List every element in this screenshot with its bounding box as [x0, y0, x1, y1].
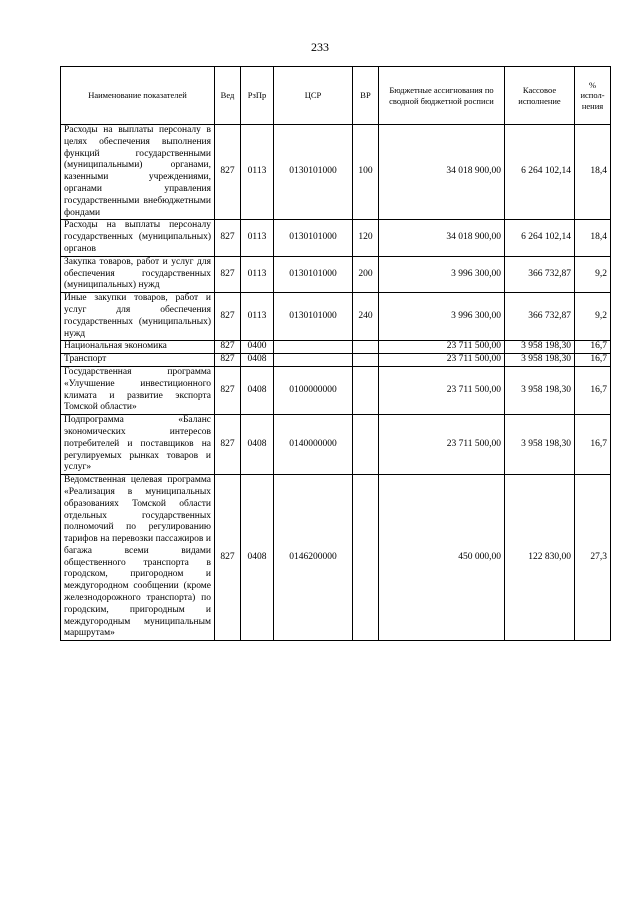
header-rzpr: РзПр — [241, 67, 274, 125]
row-cash: 122 830,00 — [505, 475, 575, 641]
table-row — [61, 415, 611, 475]
budget-execution-table — [60, 66, 611, 641]
row-budget: 23 711 500,00 — [379, 415, 505, 475]
header-budget: Бюджетные ассигнования по сводной бюджетной росписи — [379, 67, 505, 125]
row-vr: 240 — [353, 293, 379, 341]
row-vr — [353, 366, 379, 414]
row-percent: 18,4 — [575, 125, 611, 220]
row-budget: 23 711 500,00 — [379, 366, 505, 414]
row-vr — [353, 415, 379, 475]
table-row — [61, 341, 611, 354]
header-percent: % испол-нения — [575, 67, 611, 125]
row-cash: 3 958 198,30 — [505, 341, 575, 354]
row-budget: 3 996 300,00 — [379, 293, 505, 341]
table-row — [61, 475, 611, 641]
row-rzpr: 0113 — [241, 125, 274, 220]
header-vr: ВР — [353, 67, 379, 125]
table-row — [61, 293, 611, 341]
row-rzpr: 0113 — [241, 220, 274, 256]
row-csr: 0146200000 — [274, 475, 353, 641]
table-header-row — [61, 67, 611, 125]
header-name: Наименование показателей — [61, 67, 215, 125]
row-ved: 827 — [215, 366, 241, 414]
row-cash: 6 264 102,14 — [505, 220, 575, 256]
row-vr: 100 — [353, 125, 379, 220]
row-percent: 27,3 — [575, 475, 611, 641]
row-rzpr: 0400 — [241, 341, 274, 354]
row-percent: 9,2 — [575, 256, 611, 292]
row-ved: 827 — [215, 256, 241, 292]
row-percent: 9,2 — [575, 293, 611, 341]
row-csr: 0130101000 — [274, 256, 353, 292]
row-name: Подпрограмма «Баланс экономических интересов потребителей и поставщиков на регулируемых рынках товаров и услуг» — [61, 415, 215, 475]
row-vr — [353, 354, 379, 367]
row-cash: 3 958 198,30 — [505, 354, 575, 367]
row-ved: 827 — [215, 475, 241, 641]
row-budget: 450 000,00 — [379, 475, 505, 641]
row-rzpr: 0408 — [241, 354, 274, 367]
row-budget: 34 018 900,00 — [379, 220, 505, 256]
row-ved: 827 — [215, 293, 241, 341]
row-csr — [274, 341, 353, 354]
row-ved: 827 — [215, 341, 241, 354]
row-cash: 6 264 102,14 — [505, 125, 575, 220]
header-ved: Вед — [215, 67, 241, 125]
row-rzpr: 0408 — [241, 475, 274, 641]
table-row — [61, 256, 611, 292]
row-ved: 827 — [215, 354, 241, 367]
row-name: Ведомственная целевая программа «Реализация в муниципальных образованиях Томской области отдельных государственных полномочий по регулированию тарифов на перевозки пассажиров и багажа всеми видами общественного транспорта в городском, пригородном и междугородном сообщении (кроме железнодорожного транспорта) по городским, пригородным и междугородным муниципальным маршрутам» — [61, 475, 215, 641]
table-row — [61, 220, 611, 256]
table-row — [61, 366, 611, 414]
header-cash: Кассовое исполнение — [505, 67, 575, 125]
row-csr: 0130101000 — [274, 220, 353, 256]
row-percent: 16,7 — [575, 366, 611, 414]
page-number: 233 — [311, 40, 329, 54]
row-vr: 120 — [353, 220, 379, 256]
row-name: Государственная программа «Улучшение инвестиционного климата и развитие экспорта Томской области» — [61, 366, 215, 414]
row-cash: 3 958 198,30 — [505, 366, 575, 414]
row-name: Закупка товаров, работ и услуг для обеспечения государственных (муниципальных) нужд — [61, 256, 215, 292]
row-csr: 0140000000 — [274, 415, 353, 475]
table-row — [61, 354, 611, 367]
row-percent: 16,7 — [575, 415, 611, 475]
row-name: Расходы на выплаты персоналу государственных (муниципальных) органов — [61, 220, 215, 256]
row-name: Транспорт — [61, 354, 215, 367]
table-row — [61, 125, 611, 220]
row-ved: 827 — [215, 415, 241, 475]
row-vr — [353, 475, 379, 641]
row-cash: 3 958 198,30 — [505, 415, 575, 475]
row-cash: 366 732,87 — [505, 293, 575, 341]
row-budget: 3 996 300,00 — [379, 256, 505, 292]
row-ved: 827 — [215, 220, 241, 256]
row-vr: 200 — [353, 256, 379, 292]
row-percent: 18,4 — [575, 220, 611, 256]
row-name: Национальная экономика — [61, 341, 215, 354]
row-rzpr: 0408 — [241, 366, 274, 414]
row-cash: 366 732,87 — [505, 256, 575, 292]
row-rzpr: 0113 — [241, 256, 274, 292]
row-ved: 827 — [215, 125, 241, 220]
row-budget: 23 711 500,00 — [379, 341, 505, 354]
row-name: Расходы на выплаты персоналу в целях обеспечения выполнения функций государственными (муниципальными) органами, казенными учреждениями, органами управления государственными внебюджетными фондами — [61, 125, 215, 220]
row-csr — [274, 354, 353, 367]
row-budget: 23 711 500,00 — [379, 354, 505, 367]
header-csr: ЦСР — [274, 67, 353, 125]
row-budget: 34 018 900,00 — [379, 125, 505, 220]
row-rzpr: 0408 — [241, 415, 274, 475]
row-vr — [353, 341, 379, 354]
row-percent: 16,7 — [575, 341, 611, 354]
row-csr: 0130101000 — [274, 125, 353, 220]
row-percent: 16,7 — [575, 354, 611, 367]
row-rzpr: 0113 — [241, 293, 274, 341]
row-csr: 0130101000 — [274, 293, 353, 341]
row-name: Иные закупки товаров, работ и услуг для обеспечения государственных (муниципальных) нужд — [61, 293, 215, 341]
row-csr: 0100000000 — [274, 366, 353, 414]
